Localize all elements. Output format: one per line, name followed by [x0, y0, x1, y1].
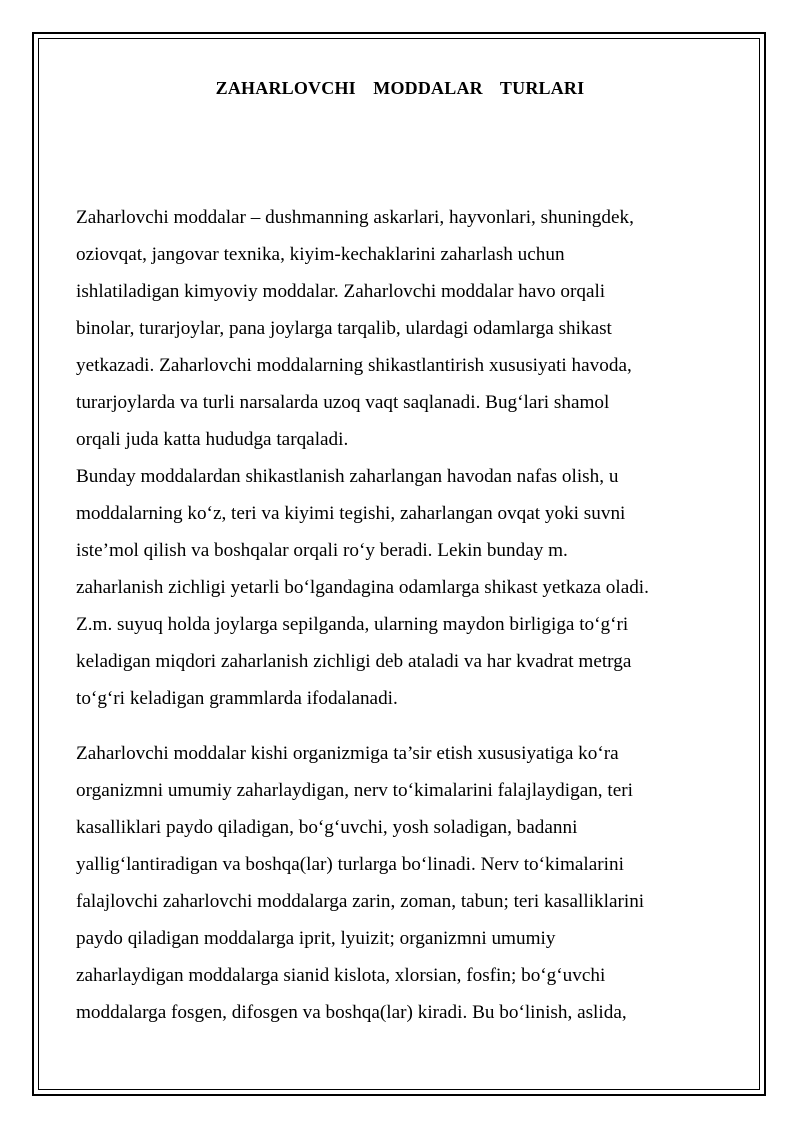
text-line: turarjoylarda va turli narsalarda uzoq vaqt saqlanadi. Bug‘lari shamol [76, 392, 610, 413]
text-line: paydo qiladigan moddalarga iprit, lyuizit; organizmni umumiy [76, 928, 556, 949]
text-line: orqali juda katta hududga tarqaladi. [76, 429, 349, 450]
text-line: Z.m. suyuq holda joylarga sepilganda, ularning maydon birligiga to‘g‘ri [76, 614, 629, 635]
document-title: ZAHARLOVCHI MODDALAR TURLARI [215, 78, 585, 98]
text-line: zaharlaydigan moddalarga sianid kislota, xlorsian, fosfin; bo‘g‘uvchi [76, 965, 606, 986]
paragraph-3 [76, 735, 736, 1031]
paragraph-2 [76, 458, 736, 717]
text-line: moddalarning ko‘z, teri va kiyimi tegishi, zaharlangan ovqat yoki suvni [76, 503, 626, 524]
text-line: zaharlanish zichligi yetarli bo‘lgandagina odamlarga shikast yetkaza oladi. [76, 577, 649, 598]
document-body [76, 199, 736, 1031]
paragraph-1 [76, 199, 736, 458]
text-line: falajlovchi zaharlovchi moddalarga zarin, zoman, tabun; teri kasalliklarini [76, 891, 645, 912]
text-line: yetkazadi. Zaharlovchi moddalarning shikastlantirish xususiyati havoda, [76, 355, 632, 376]
text-line: yallig‘lantiradigan va boshqa(lar) turlarga bo‘linadi. Nerv to‘kimalarini [76, 854, 624, 875]
text-line: Zaharlovchi moddalar kishi organizmiga ta’sir etish xususiyatiga ko‘ra [76, 743, 619, 764]
text-line: Zaharlovchi moddalar – dushmanning askarlari, hayvonlari, shuningdek, [76, 207, 634, 228]
text-line: to‘g‘ri keladigan grammlarda ifodalanadi. [76, 688, 398, 709]
text-line: iste’mol qilish va boshqalar orqali ro‘y beradi. Lekin bunday m. [76, 540, 568, 561]
text-line: ishlatiladigan kimyoviy moddalar. Zaharlovchi moddalar havo orqali [76, 281, 606, 302]
text-line: kasalliklari paydo qiladigan, bo‘g‘uvchi, yosh soladigan, badanni [76, 817, 578, 838]
text-line: oziovqat, jangovar texnika, kiyim-kechaklarini zaharlash uchun [76, 244, 565, 265]
text-line: organizmni umumiy zaharlaydigan, nerv to‘kimalarini falajlaydigan, teri [76, 780, 633, 801]
text-line: moddalarga fosgen, difosgen va boshqa(lar) kiradi. Bu bo‘linish, aslida, [76, 1002, 627, 1023]
paragraph-spacer [76, 717, 736, 735]
text-line: keladigan miqdori zaharlanish zichligi deb ataladi va har kvadrat metrga [76, 651, 632, 672]
text-line: Bunday moddalardan shikastlanish zaharlangan havodan nafas olish, u [76, 466, 619, 487]
text-line: binolar, turarjoylar, pana joylarga tarqalib, ulardagi odamlarga shikast [76, 318, 612, 339]
